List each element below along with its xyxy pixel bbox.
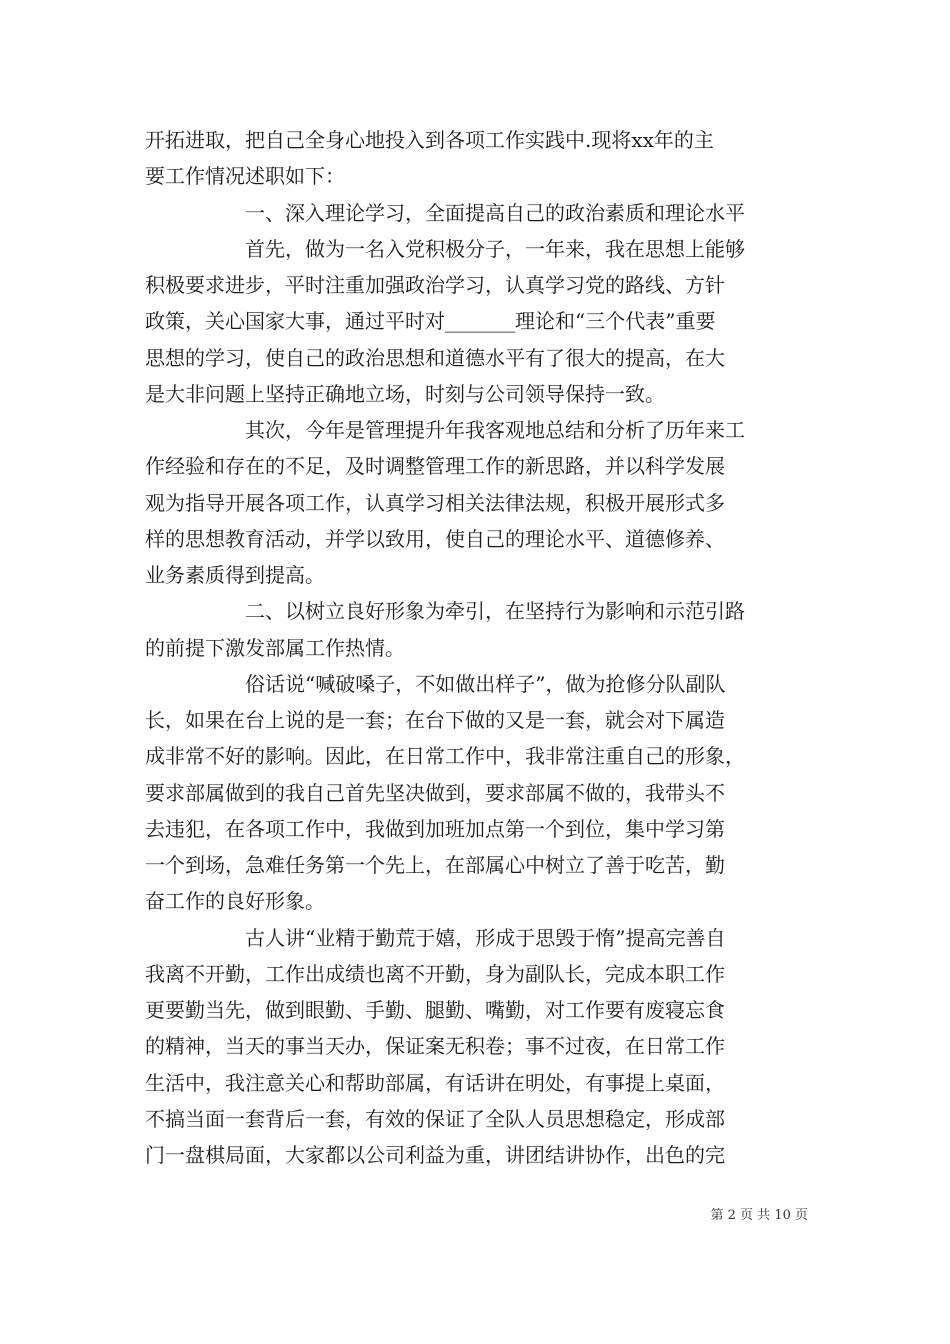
text-line: 俗话说“喊破嗓子，不如做出样子”，做为抢修分队副队 bbox=[245, 671, 726, 696]
text-line: 生活中，我注意关心和帮助部属，有话讲在明处，有事提上桌面， bbox=[145, 1070, 725, 1095]
text-line: 一个到场，急难任务第一个先上，在部属心中树立了善于吃苦，勤 bbox=[145, 853, 725, 877]
text-line: 更要勤当先，做到眼勤、手勤、腿勤、嘴勤，对工作要有废寝忘食 bbox=[145, 998, 725, 1022]
text-line: 长，如果在台上说的是一套；在台下做的又是一套，就会对下属造 bbox=[145, 708, 725, 732]
text-line: 其次，今年是管理提升年我客观地总结和分析了历年来工 bbox=[245, 418, 745, 442]
text-line: 去违犯，在各项工作中，我做到加班加点第一个到位，集中学习第 bbox=[145, 816, 725, 841]
section-heading-1: 一、深入理论学习，全面提高自己的政治素质和理论水平 bbox=[245, 200, 745, 225]
text-line: 样的思想教育活动，并学以致用，使自己的理论水平、道德修养、 bbox=[145, 526, 725, 551]
text-line: 的精神，当天的事当天办，保证案无积卷；事不过夜，在日常工作 bbox=[145, 1034, 725, 1059]
text-line: 奋工作的良好形象。 bbox=[145, 889, 325, 914]
text-line: 首先，做为一名入党积极分子，一年来，我在思想上能够 bbox=[245, 236, 745, 261]
text-line: 要工作情况述职如下： bbox=[145, 164, 345, 189]
text-line: 门一盘棋局面，大家都以公司利益为重，讲团结讲协作，出色的完 bbox=[145, 1143, 725, 1167]
text-line: 思想的学习，使自己的政治思想和道德水平有了很大的提高，在大 bbox=[145, 345, 725, 370]
text-line: 要求部属做到的我自己首先坚决做到，要求部属不做的，我带头不 bbox=[145, 780, 725, 805]
section-heading-2: 二、以树立良好形象为牵引，在坚持行为影响和示范引路 bbox=[245, 599, 745, 624]
text-line: 业务素质得到提高。 bbox=[145, 563, 325, 587]
page-number: 第 2 页 共 10 页 bbox=[710, 1208, 808, 1223]
text-line: 不搞当面一套背后一套，有效的保证了全队人员思想稳定，形成部 bbox=[145, 1106, 725, 1131]
body-text bbox=[145, 122, 817, 1173]
text-line: 是大非问题上坚持正确地立场，时刻与公司领导保持一致。 bbox=[145, 381, 665, 406]
text-line: 政策，关心国家大事，通过平时对_______理论和“三个代表”重要 bbox=[145, 309, 716, 334]
text-line: 作经验和存在的不足，及时调整管理工作的新思路，并以科学发展 bbox=[145, 454, 725, 479]
text-line: 我离不开勤，工作出成绩也离不开勤，身为副队长，完成本职工作 bbox=[145, 961, 725, 986]
text-line: 积极要求进步，平时注重加强政治学习，认真学习党的路线、方针 bbox=[145, 273, 725, 297]
text-line: 观为指导开展各项工作，认真学习相关法律法规，积极开展形式多 bbox=[145, 490, 725, 515]
text-line: 古人讲“业精于勤荒于嬉，形成于思毁于惰”提高完善自 bbox=[245, 925, 726, 950]
text-line: 的前提下激发部属工作热情。 bbox=[145, 635, 405, 660]
text-line: 成非常不好的影响。因此，在日常工作中，我非常注重自己的形象， bbox=[145, 744, 745, 769]
text-line: 开拓进取，把自己全身心地投入到各项工作实践中.现将xx年的主 bbox=[145, 128, 714, 152]
